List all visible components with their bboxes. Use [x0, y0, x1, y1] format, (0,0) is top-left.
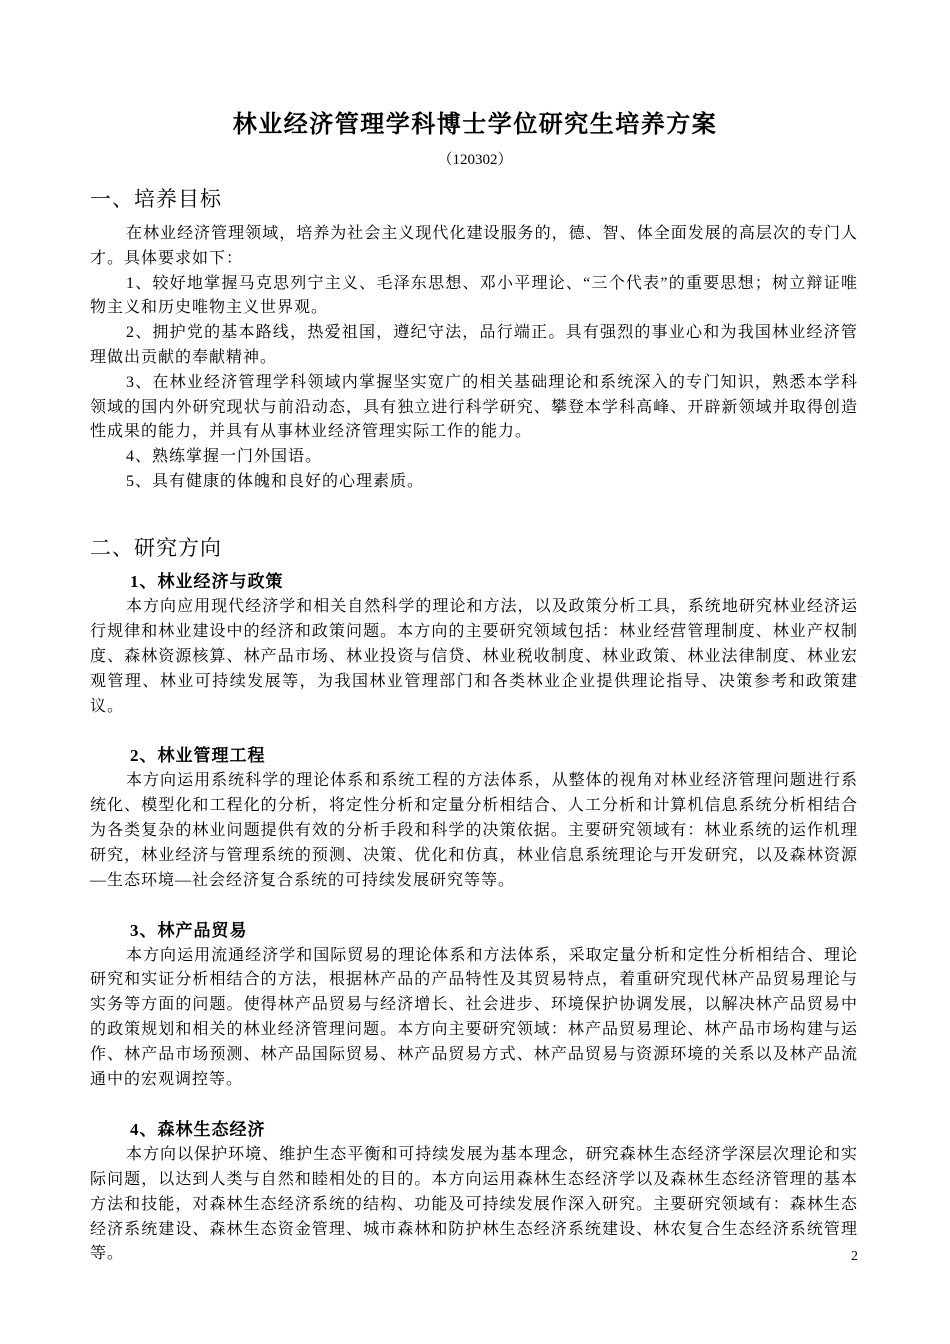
direction-forest-ecological-economics: [90, 1118, 858, 1267]
direction-description: 本方向应用现代经济学和相关自然科学的理论和方法，以及政策分析工具，系统地研究林业经济运行规律和林业建设中的经济和政策问题。本方向的主要研究领域包括：林业经营管理制度、林业产权制度、森林资源核算、林产品市场、林业投资与信贷、林业税收制度、林业政策、林业法律制度、林业宏观管理、林业可持续发展等，为我国林业管理部门和各类林业企业提供理论指导、决策参考和政策建议。: [90, 597, 858, 715]
page-number: 2: [851, 1249, 858, 1264]
direction-description: 本方向以保护环境、维护生态平衡和可持续发展为基本理念，研究森林生态经济学深层次理论和实际问题，以达到人类与自然和睦相处的目的。本方向运用森林生态经济学以及森林生态经济管理的基本方法和技能，对森林生态经济系统的结构、功能及可持续发展作深入研究。主要研究领域有：森林生态经济系统建设、森林生态资金管理、城市森林和防护林生态经济系统建设、林农复合生态经济系统管理等。: [90, 1145, 858, 1263]
direction-title: 3、林产品贸易: [130, 920, 248, 940]
objectives-body: [90, 222, 858, 495]
direction-forestry-economics-policy: [90, 570, 858, 719]
document-title: 林业经济管理学科博士学位研究生培养方案: [232, 112, 718, 138]
direction-title: 2、林业管理工程: [130, 746, 266, 766]
objectives-intro: 在林业经济管理领域，培养为社会主义现代化建设服务的，德、智、体全面发展的高层次的专门人才。具体要求如下：: [90, 225, 858, 267]
direction-title: 4、森林生态经济: [130, 1119, 266, 1139]
direction-forestry-management-engineering: [90, 744, 858, 893]
direction-description: 本方向运用流通经济学和国际贸易的理论体系和方法体系，采取定量分析和定性分析相结合、理论研究和实证分析相结合的方法，根据林产品的产品特性及其贸易特点，着重研究现代林产品贸易理论与实务等方面的问题。使得林产品贸易与经济增长、社会进步、环境保护协调发展，以解决林产品贸易中的政策规划和相关的林业经济管理问题。本方向主要研究领域：林产品贸易理论、林产品市场构建与运作、林产品市场预测、林产品国际贸易、林产品贸易方式、林产品贸易与资源环境的关系以及林产品流通中的宏观调控等。: [90, 946, 858, 1089]
requirement-item: 3、在林业经济管理学科领域内掌握坚实宽广的相关基础理论和系统深入的专门知识，熟悉本学科领域的国内外研究现状与前沿动态，具有独立进行科学研究、攀登本学科高峰、开辟新领域并取得创造性成果的能力，并具有从事林业经济管理实际工作的能力。: [90, 373, 858, 441]
direction-forest-products-trade: [90, 919, 858, 1093]
requirement-item: 4、熟练掌握一门外国语。: [126, 448, 323, 466]
requirement-item: 5、具有健康的体魄和良好的心理素质。: [126, 472, 425, 490]
research-directions-body: [90, 570, 858, 1267]
section-heading-objectives: 一、培养目标: [90, 187, 222, 211]
requirement-item: 2、拥护党的基本路线，热爱祖国，遵纪守法，品行端正。具有强烈的事业心和为我国林业经济管理做出贡献的奉献精神。: [90, 324, 858, 366]
requirement-item: 1、较好地掌握马克思列宁主义、毛泽东思想、邓小平理论、“三个代表”的重要思想；树立辩证唯物主义和历史唯物主义世界观。: [90, 274, 858, 317]
discipline-code: （120302）: [437, 152, 513, 168]
direction-title: 1、林业经济与政策: [130, 572, 284, 591]
section-heading-research-directions: 二、研究方向: [90, 536, 222, 560]
direction-description: 本方向运用系统科学的理论体系和系统工程的方法体系，从整体的视角对林业经济管理问题进行系统化、模型化和工程化的分析，将定性分析和定量分析相结合、人工分析和计算机信息系统分析相结合为各类复杂的林业问题提供有效的分析手段和科学的决策依据。主要研究领域有：林业系统的运作机理研究，林业经济与管理系统的预测、决策、优化和仿真，林业信息系统理论与开发研究，以及森林资源—生态环境—社会经济复合系统的可持续发展研究等等。: [90, 772, 858, 889]
